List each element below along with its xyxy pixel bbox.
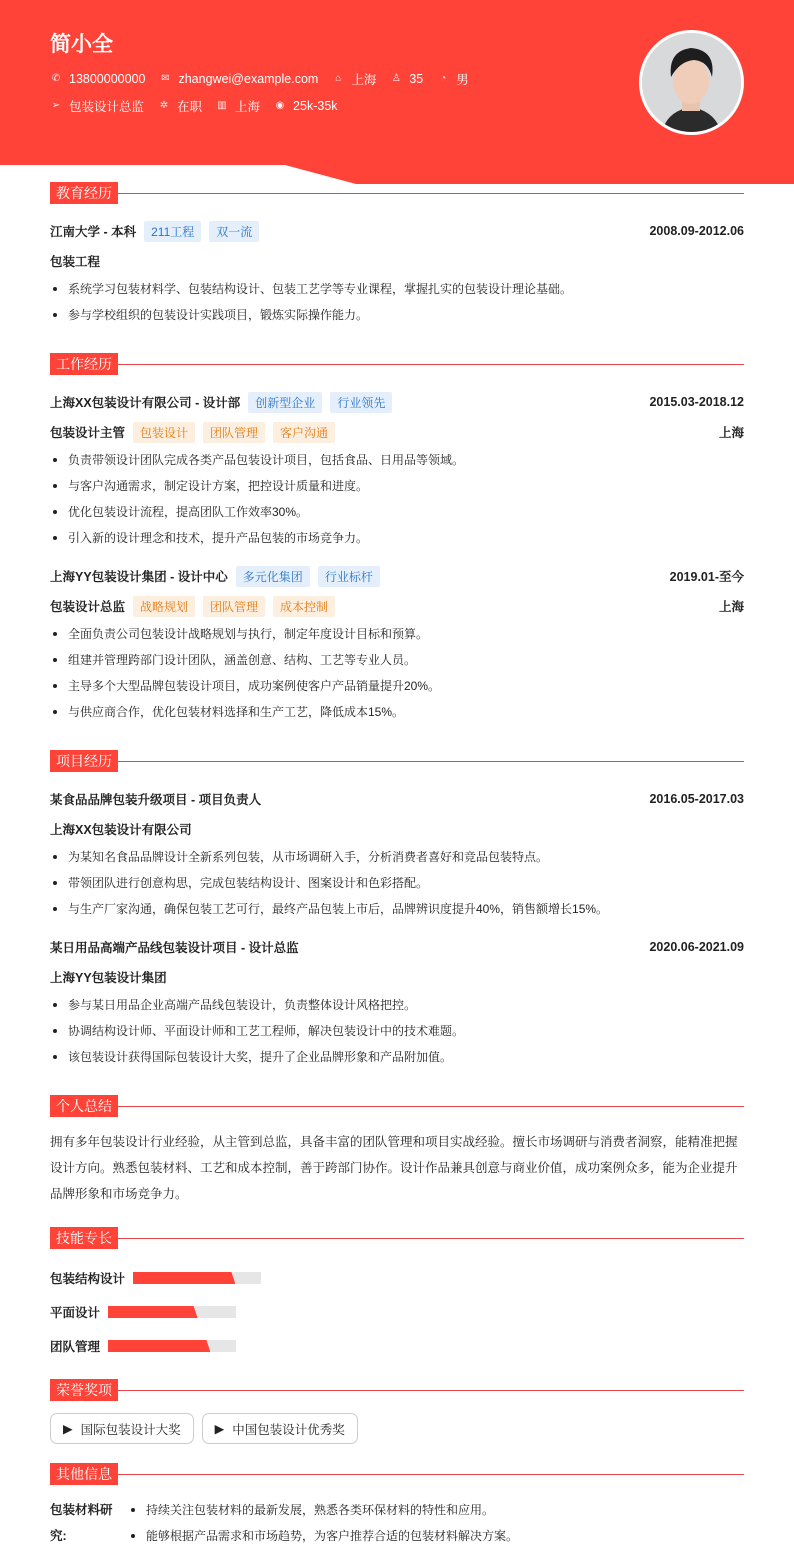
section-work xyxy=(50,353,744,375)
section-title: 荣誉奖项 xyxy=(50,1379,118,1401)
gear-icon: ✲ xyxy=(159,100,169,111)
triangle-icon: ▶ xyxy=(214,1422,225,1436)
award-item xyxy=(50,1413,194,1444)
skill-tag: 成本控制 xyxy=(273,596,335,617)
skill-name: 平面设计 xyxy=(50,1306,101,1320)
email-icon: ✉ xyxy=(161,73,170,84)
section-title: 个人总结 xyxy=(50,1095,118,1117)
company-row xyxy=(50,814,744,844)
section-skills xyxy=(50,1227,744,1249)
award-item xyxy=(202,1413,358,1444)
list-item: 能够根据产品需求和市场趋势，为客户推荐合适的包装材料解决方案。 xyxy=(128,1523,518,1549)
project-name: 某日用品高端产品线包装设计项目 - 设计总监 xyxy=(50,941,299,955)
skill-tag: 战略规划 xyxy=(133,596,195,617)
skill-bar xyxy=(108,1340,236,1352)
list-item: 优化包装设计流程，提高团队工作效率30%。 xyxy=(50,499,744,525)
section-title: 教育经历 xyxy=(50,182,118,204)
section-other xyxy=(50,1463,744,1485)
skill-tag: 客户沟通 xyxy=(273,422,335,443)
spacer xyxy=(50,922,744,932)
salary-icon: ◉ xyxy=(275,100,285,111)
list-item: 与客户沟通需求，制定设计方案，把控设计质量和进度。 xyxy=(50,473,744,499)
summary-text: 拥有多年包装设计行业经验，从主管到总监，具备丰富的团队管理和项目实战经验。擅长市场调研与消费者洞察，能精准把握设计方向。熟悉包装材料、工艺和成本控制，善于跨部门协作。设计作品兼具创意与商业价值，成功案例众多，能为企业提升品牌形象和市场竞争力。 xyxy=(50,1135,738,1201)
company: 上海YY包装设计集团 xyxy=(50,971,167,985)
education-row xyxy=(50,216,744,246)
send-icon: ➢ xyxy=(51,100,61,111)
school: 江南大学 - 本科 xyxy=(50,225,137,239)
skill-name: 包装结构设计 xyxy=(50,1272,126,1286)
section-awards xyxy=(50,1379,744,1401)
role-row xyxy=(50,417,744,447)
bullet-list xyxy=(50,844,744,922)
role: 包装设计总监 xyxy=(50,600,126,614)
date: 2015.03-2018.12 xyxy=(649,395,744,409)
tag: 双一流 xyxy=(209,221,259,242)
divider xyxy=(118,364,744,365)
list-item: 与供应商合作，优化包装材料选择和生产工艺，降低成本15%。 xyxy=(50,699,744,725)
work-row xyxy=(50,387,744,417)
bullet-list xyxy=(50,621,744,725)
skill-name: 团队管理 xyxy=(50,1340,101,1354)
bullet-list xyxy=(50,992,744,1070)
list-item: 组建并管理跨部门设计团队，涵盖创意、结构、工艺等专业人员。 xyxy=(50,647,744,673)
gender: 男 xyxy=(456,73,469,87)
list-item: 全面负责公司包装设计战略规划与执行，制定年度设计目标和预算。 xyxy=(50,621,744,647)
tag: 行业领先 xyxy=(330,392,392,413)
divider xyxy=(118,761,744,762)
home-icon: ⌂ xyxy=(335,73,342,84)
section-education xyxy=(50,182,744,204)
city: 上海 xyxy=(718,426,744,440)
project-row xyxy=(50,932,744,962)
skill-item xyxy=(50,1295,403,1329)
divider xyxy=(118,1390,744,1391)
role-row xyxy=(50,591,744,621)
skill-item xyxy=(50,1329,403,1363)
section-title: 项目经历 xyxy=(50,750,118,772)
skill-item xyxy=(50,1261,403,1295)
spacer xyxy=(50,551,744,561)
list-item: 持续关注包装材料的最新发展，熟悉各类环保材料的特性和应用。 xyxy=(128,1497,518,1523)
tag: 211工程 xyxy=(144,221,201,242)
project-row xyxy=(50,784,744,814)
skill-tag: 团队管理 xyxy=(203,596,265,617)
company: 上海YY包装设计集团 - 设计中心 xyxy=(50,570,228,584)
section-projects xyxy=(50,750,744,772)
company: 上海XX包装设计有限公司 xyxy=(50,823,192,837)
resume-body xyxy=(50,182,744,1549)
list-item: 主导多个大型品牌包装设计项目，成功案例使客户产品销量提升20%。 xyxy=(50,673,744,699)
section-summary xyxy=(50,1095,744,1117)
section-title: 工作经历 xyxy=(50,353,118,375)
skill-bar-fill xyxy=(133,1272,235,1284)
skill-tag: 包装设计 xyxy=(133,422,195,443)
triangle-icon: ▶ xyxy=(63,1422,73,1436)
section-title: 技能专长 xyxy=(50,1227,118,1249)
major-row xyxy=(50,246,744,276)
project-name: 某食品品牌包装升级项目 - 项目负责人 xyxy=(50,793,262,807)
award-label: 国际包装设计大奖 xyxy=(80,1422,181,1437)
salary: 25k-35k xyxy=(293,99,338,113)
city: 上海 xyxy=(351,73,377,87)
role: 包装设计主管 xyxy=(50,426,126,440)
job-row xyxy=(50,97,338,115)
phone-icon: ✆ xyxy=(51,73,61,84)
list-item: 该包装设计获得国际包装设计大奖，提升了企业品牌形象和产品附加值。 xyxy=(50,1044,744,1070)
skill-tag: 团队管理 xyxy=(203,422,265,443)
tag: 创新型企业 xyxy=(248,392,322,413)
other-label: 包装材料研究: xyxy=(50,1503,113,1543)
divider xyxy=(118,1106,744,1107)
status: 在职 xyxy=(177,100,203,114)
work-row xyxy=(50,561,744,591)
tag: 多元化集团 xyxy=(236,566,310,587)
divider xyxy=(118,1238,744,1239)
cake-icon: ♙ xyxy=(391,73,401,84)
list-item: 系统学习包装材料学、包装结构设计、包装工艺学等专业课程，掌握扎实的包装设计理论基础。 xyxy=(50,276,744,302)
contact-row xyxy=(50,70,469,88)
building-icon: ▥ xyxy=(217,100,227,111)
tag: 行业标杆 xyxy=(318,566,380,587)
divider xyxy=(118,193,744,194)
bullet-list xyxy=(50,447,744,551)
avatar xyxy=(639,30,744,135)
list-item: 与生产厂家沟通，确保包装工艺可行，最终产品包装上市后，品牌辨识度提升40%，销售额增长15%。 xyxy=(50,896,744,922)
section-title: 其他信息 xyxy=(50,1463,118,1485)
list-item: 参与学校组织的包装设计实践项目，锻炼实际操作能力。 xyxy=(50,302,744,328)
date: 2016.05-2017.03 xyxy=(649,792,744,806)
phone: 13800000000 xyxy=(69,72,146,86)
date: 2008.09-2012.06 xyxy=(649,224,744,238)
list-item: 负责带领设计团队完成各类产品包装设计项目，包括食品、日用品等领域。 xyxy=(50,447,744,473)
date: 2020.06-2021.09 xyxy=(649,940,744,954)
award-label: 中国包装设计优秀奖 xyxy=(232,1422,345,1437)
divider xyxy=(118,1474,744,1475)
email: zhangwei@example.com xyxy=(178,72,319,86)
work-city: 上海 xyxy=(235,100,261,114)
gender-icon: ◔ xyxy=(440,73,447,84)
list-item: 协调结构设计师、平面设计师和工艺工程师，解决包装设计中的技术难题。 xyxy=(50,1018,744,1044)
date: 2019.01-至今 xyxy=(669,570,744,584)
company: 上海XX包装设计有限公司 - 设计部 xyxy=(50,396,241,410)
candidate-name: 简小全 xyxy=(50,33,113,56)
list-item: 带领团队进行创意构思，完成包装结构设计、图案设计和色彩搭配。 xyxy=(50,870,744,896)
position: 包装设计总监 xyxy=(69,100,145,114)
list-item: 为某知名食品品牌设计全新系列包装，从市场调研入手，分析消费者喜好和竞品包装特点。 xyxy=(50,844,744,870)
skill-bar xyxy=(133,1272,261,1284)
age: 35 xyxy=(409,72,424,86)
list-item: 引入新的设计理念和技术，提升产品包装的市场竞争力。 xyxy=(50,525,744,551)
skill-bar-fill xyxy=(108,1340,210,1352)
major: 包装工程 xyxy=(50,255,101,269)
city: 上海 xyxy=(718,600,744,614)
company-row xyxy=(50,962,744,992)
list-item: 参与某日用品企业高端产品线包装设计，负责整体设计风格把控。 xyxy=(50,992,744,1018)
skill-bar xyxy=(108,1306,236,1318)
skill-bar-fill xyxy=(108,1306,198,1318)
